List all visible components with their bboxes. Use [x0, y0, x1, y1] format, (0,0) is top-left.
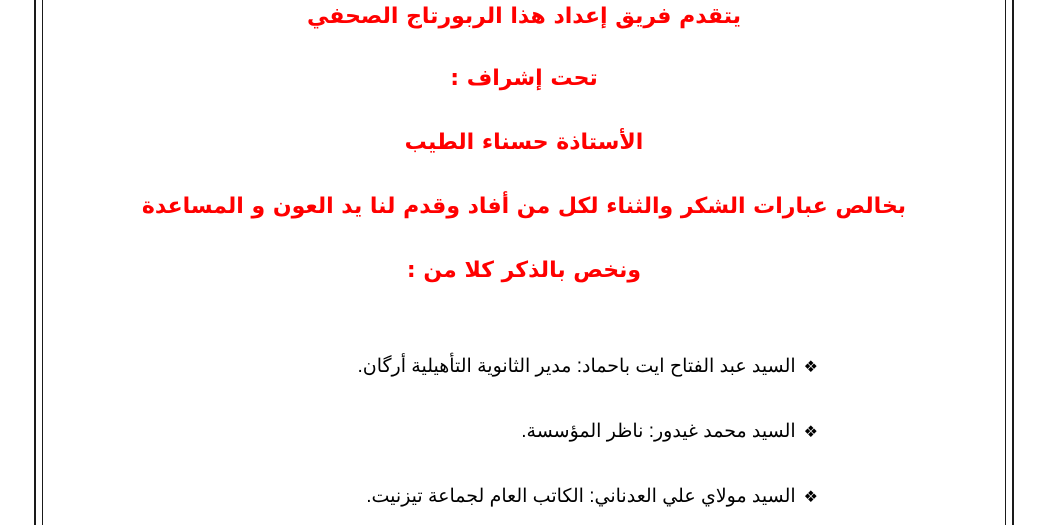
heading-supervision: تحت إشراف : [450, 66, 598, 91]
list-item [357, 350, 818, 383]
page-border-left-outer [34, 0, 36, 525]
heading-thanks: بخالص عبارات الشكر والثناء لكل من أفاد وقدم لنا يد العون و المساعدة [141, 194, 907, 219]
list-item [357, 480, 818, 513]
list-item [357, 415, 818, 448]
list-item-text: السيد عبد الفتاح ايت باحماد: مدير الثانوية التأهيلية أرگان. [357, 356, 796, 377]
diamond-bullet-icon: ❖ [803, 357, 818, 376]
list-item-text: السيد محمد غيدور: ناظر المؤسسة. [521, 421, 796, 442]
list-item-text: السيد مولاي علي العدناني: الكاتب العام لجماعة تيزنيت. [366, 486, 796, 507]
diamond-bullet-icon: ❖ [803, 422, 818, 441]
heading-supervisor-name: الأستاذة حسناء الطيب [404, 130, 644, 155]
heading-team-presents: يتقدم فريق إعداد هذا الربورتاج الصحفي [306, 4, 741, 29]
heading-special-mention: ونخص بالذكر كلا من : [406, 258, 642, 283]
page-border-right-inner [1005, 0, 1006, 525]
page-border-right-outer [1012, 0, 1014, 525]
acknowledgement-list [357, 350, 818, 525]
diamond-bullet-icon: ❖ [803, 487, 818, 506]
